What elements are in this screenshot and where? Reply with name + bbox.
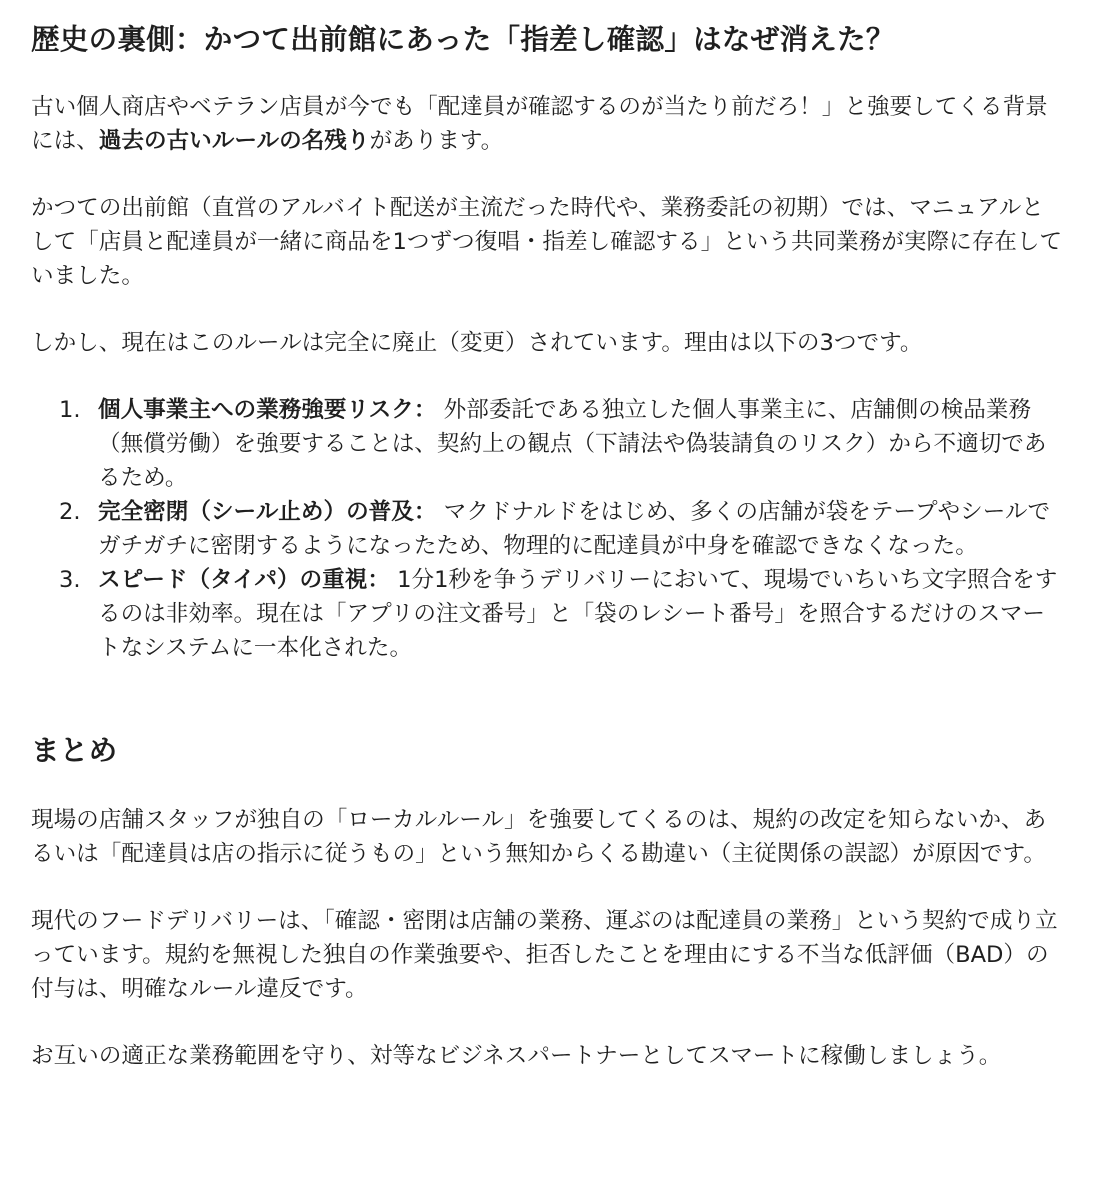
- intro-paragraph: [31, 90, 1065, 158]
- reasons-list: [59, 393, 1065, 665]
- reason-number: 1.: [59, 397, 81, 423]
- reason-heading: 個人事業主への業務強要リスク：: [98, 397, 437, 423]
- summary-paragraph-3: お互いの適正な業務範囲を守り、対等なビジネスパートナーとしてスマートに稼働しましょう。: [31, 1043, 1002, 1069]
- section-heading-history: 歴史の裏側：かつて出前館にあった「指差し確認」はなぜ消えた？: [31, 23, 895, 56]
- intro-text-before: 古い個人商店やベテラン店員が今でも「配達員が確認するのが当たり前だろ！」と強要してくる背景には、: [31, 94, 1048, 154]
- reasons-intro-paragraph: しかし、現在はこのルールは完全に廃止（変更）されています。理由は以下の3つです。: [31, 330, 923, 356]
- reason-text: 外部委託である独立した個人事業主に、店舗側の検品業務（無償労働）を強要することは、契約上の観点（下請法や偽装請負のリスク）から不適切であるため。: [98, 397, 1047, 491]
- reason-number: 2.: [59, 499, 81, 525]
- reason-heading: 完全密閉（シール止め）の普及：: [98, 499, 437, 525]
- reason-text: マクドナルドをはじめ、多くの店舗が袋をテープやシールでガチガチに密閉するようになったため、物理的に配達員が中身を確認できなくなった。: [98, 499, 1051, 559]
- summary-paragraph-2: 現代のフードデリバリーは、「確認・密閉は店舗の業務、運ぶのは配達員の業務」という契約で成り立っています。規約を無視した独自の作業強要や、拒否したことを理由にする不当な低評価（BAD）の付与は、明確なルール違反です。: [31, 908, 1058, 1002]
- reason-item: [59, 495, 1065, 563]
- summary-paragraph-1: 現場の店舗スタッフが独自の「ローカルルール」を強要してくるのは、規約の改定を知らないか、あるいは「配達員は店の指示に従うもの」という無知からくる勘違い（主従関係の誤認）が原因です。: [31, 807, 1047, 867]
- reason-item: [59, 393, 1065, 495]
- reason-number: 3.: [59, 567, 81, 593]
- history-paragraph: かつての出前館（直営のアルバイト配送が主流だった時代や、業務委託の初期）では、マニュアルとして「店員と配達員が一緒に商品を1つずつ復唱・指差し確認する」という共同業務が実際に存在していました。: [31, 195, 1063, 289]
- intro-text-after: があります。: [369, 128, 504, 154]
- reason-item: [59, 563, 1065, 665]
- intro-bold-phrase: 過去の古いルールの名残り: [98, 128, 370, 154]
- reason-heading: スピード（タイパ）の重視：: [98, 567, 390, 593]
- reason-text: 1分1秒を争うデリバリーにおいて、現場でいちいち文字照合をするのは非効率。現在は「アプリの注文番号」と「袋のレシート番号」を照合するだけのスマートなシステムに一本化された。: [98, 567, 1058, 661]
- section-heading-summary: まとめ: [31, 734, 118, 767]
